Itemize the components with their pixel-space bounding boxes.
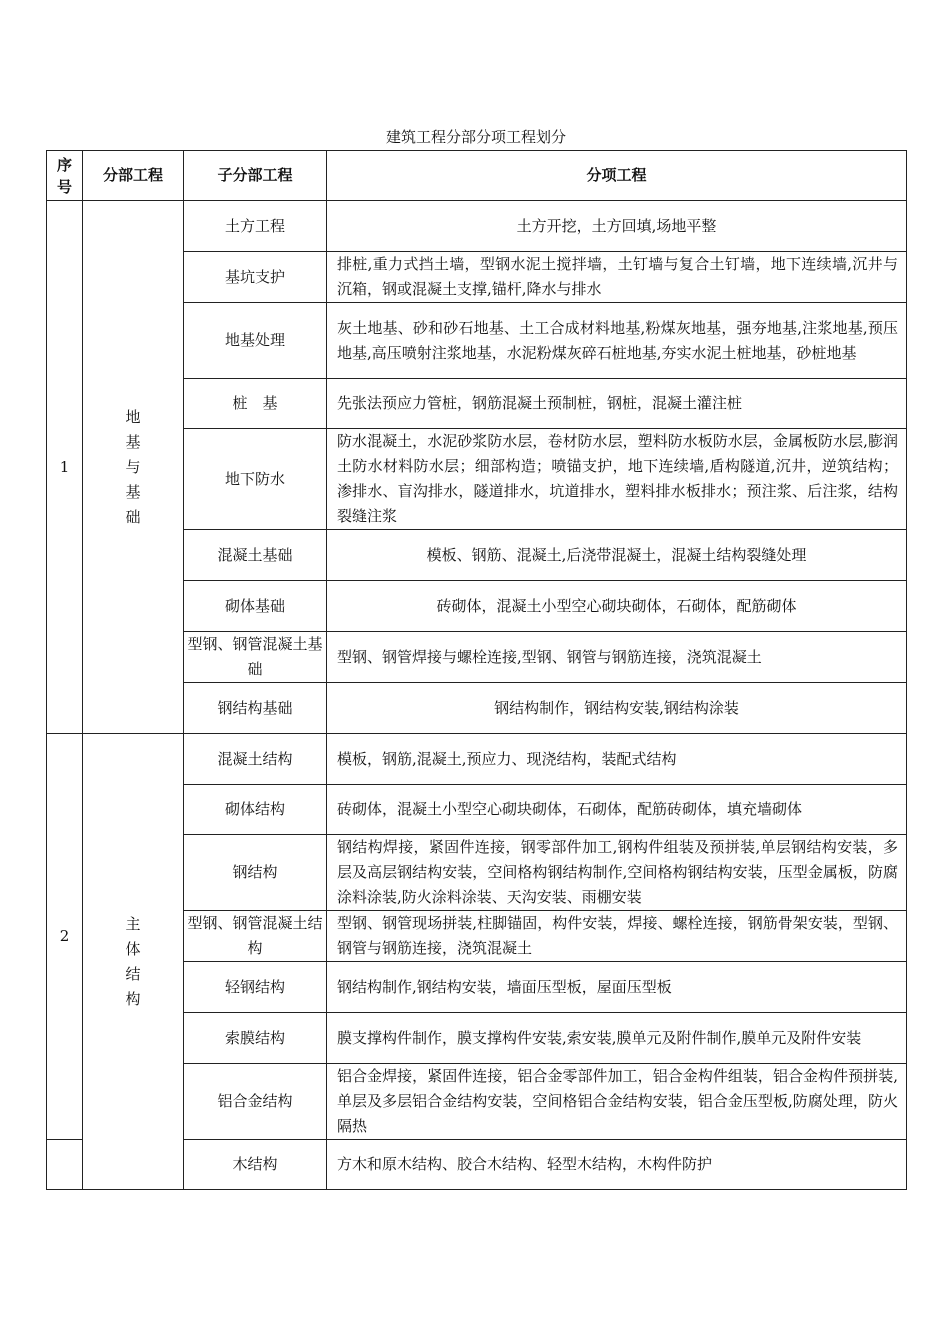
items-cell: 钢结构制作，钢结构安装,钢结构涂装 — [327, 683, 907, 734]
subdivision-cell: 混凝土基础 — [184, 530, 327, 581]
subdivision-cell: 铝合金结构 — [184, 1064, 327, 1140]
subdivision-cell: 轻钢结构 — [184, 962, 327, 1013]
division-table — [46, 150, 907, 1190]
page-title: 建筑工程分部分项工程划分 — [385, 128, 566, 146]
items-cell: 铝合金焊接，紧固件连接，铝合金零部件加工，铝合金构件组装，铝合金构件预拼装,单层及多层铝合金结构安装，空间格铝合金结构安装，铝合金压型板,防腐处理，防火隔热 — [327, 1064, 907, 1140]
items-cell: 膜支撑构件制作，膜支撑构件安装,索安装,膜单元及附件制作,膜单元及附件安装 — [327, 1013, 907, 1064]
seq-cell-empty — [47, 1140, 83, 1190]
items-cell: 土方开挖，土方回填,场地平整 — [327, 201, 907, 252]
items-cell: 模板、钢筋、混凝土,后浇带混凝土，混凝土结构裂缝处理 — [327, 530, 907, 581]
header-items: 分项工程 — [327, 151, 907, 201]
items-cell: 砖砌体，混凝土小型空心砌块砌体，石砌体，配筋砖砌体，填充墙砌体 — [327, 785, 907, 835]
subdivision-cell: 索膜结构 — [184, 1013, 327, 1064]
seq-cell: 1 — [47, 201, 83, 734]
table-row — [47, 734, 907, 785]
header-row — [47, 151, 907, 201]
items-cell: 型钢、钢管焊接与螺栓连接,型钢、钢管与钢筋连接，浇筑混凝土 — [327, 632, 907, 683]
division-cell: 主 体 结 构 — [83, 734, 184, 1190]
header-subdivision: 子分部工程 — [184, 151, 327, 201]
subdivision-cell: 桩 基 — [184, 379, 327, 429]
items-cell: 钢结构焊接，紧固件连接，钢零部件加工,钢构件组装及预拼装,单层钢结构安装，多层及高层钢结构安装，空间格构钢结构制作,空间格构钢结构安装，压型金属板，防腐涂料涂装,防火涂料涂装、天沟安装、雨棚安装 — [327, 835, 907, 911]
subdivision-cell: 钢结构基础 — [184, 683, 327, 734]
items-cell: 型钢、钢管现场拼装,柱脚锚固，构件安装，焊接、螺栓连接，钢筋骨架安装，型钢、钢管与钢筋连接，浇筑混凝土 — [327, 911, 907, 962]
subdivision-cell: 基坑支护 — [184, 252, 327, 303]
seq-cell: 2 — [47, 734, 83, 1140]
division-cell: 地 基 与 基 础 — [83, 201, 184, 734]
items-cell: 先张法预应力管桩，钢筋混凝土预制桩，钢桩，混凝土灌注桩 — [327, 379, 907, 429]
subdivision-cell: 砌体结构 — [184, 785, 327, 835]
subdivision-cell: 砌体基础 — [184, 581, 327, 632]
items-cell: 排桩,重力式挡土墙，型钢水泥土搅拌墙，土钉墙与复合土钉墙，地下连续墙,沉井与沉箱，钢或混凝土支撑,锚杆,降水与排水 — [327, 252, 907, 303]
items-cell: 防水混凝土，水泥砂浆防水层，卷材防水层，塑料防水板防水层，金属板防水层,膨润土防水材料防水层；细部构造；喷锚支护，地下连续墙,盾构隧道,沉井，逆筑结构；渗排水、盲沟排水，隧道排水，坑道排水，塑料排水板排水；预注浆、后注浆，结构裂缝注浆 — [327, 429, 907, 530]
subdivision-cell: 地基处理 — [184, 303, 327, 379]
items-cell: 灰土地基、砂和砂石地基、土工合成材料地基,粉煤灰地基，强夯地基,注浆地基,预压地基,高压喷射注浆地基，水泥粉煤灰碎石桩地基,夯实水泥土桩地基，砂桩地基 — [327, 303, 907, 379]
subdivision-cell: 型钢、钢管混凝土结构 — [184, 911, 327, 962]
header-division: 分部工程 — [83, 151, 184, 201]
subdivision-cell: 型钢、钢管混凝土基础 — [184, 632, 327, 683]
table-row — [47, 201, 907, 252]
subdivision-cell: 木结构 — [184, 1140, 327, 1190]
subdivision-cell: 土方工程 — [184, 201, 327, 252]
items-cell: 方木和原木结构、胶合木结构、轻型木结构，木构件防护 — [327, 1140, 907, 1190]
subdivision-cell: 混凝土结构 — [184, 734, 327, 785]
header-seq: 序 号 — [47, 151, 83, 201]
items-cell: 模板，钢筋,混凝土,预应力、现浇结构，装配式结构 — [327, 734, 907, 785]
subdivision-cell: 钢结构 — [184, 835, 327, 911]
subdivision-cell: 地下防水 — [184, 429, 327, 530]
items-cell: 钢结构制作,钢结构安装，墙面压型板，屋面压型板 — [327, 962, 907, 1013]
items-cell: 砖砌体，混凝土小型空心砌块砌体，石砌体，配筋砌体 — [327, 581, 907, 632]
